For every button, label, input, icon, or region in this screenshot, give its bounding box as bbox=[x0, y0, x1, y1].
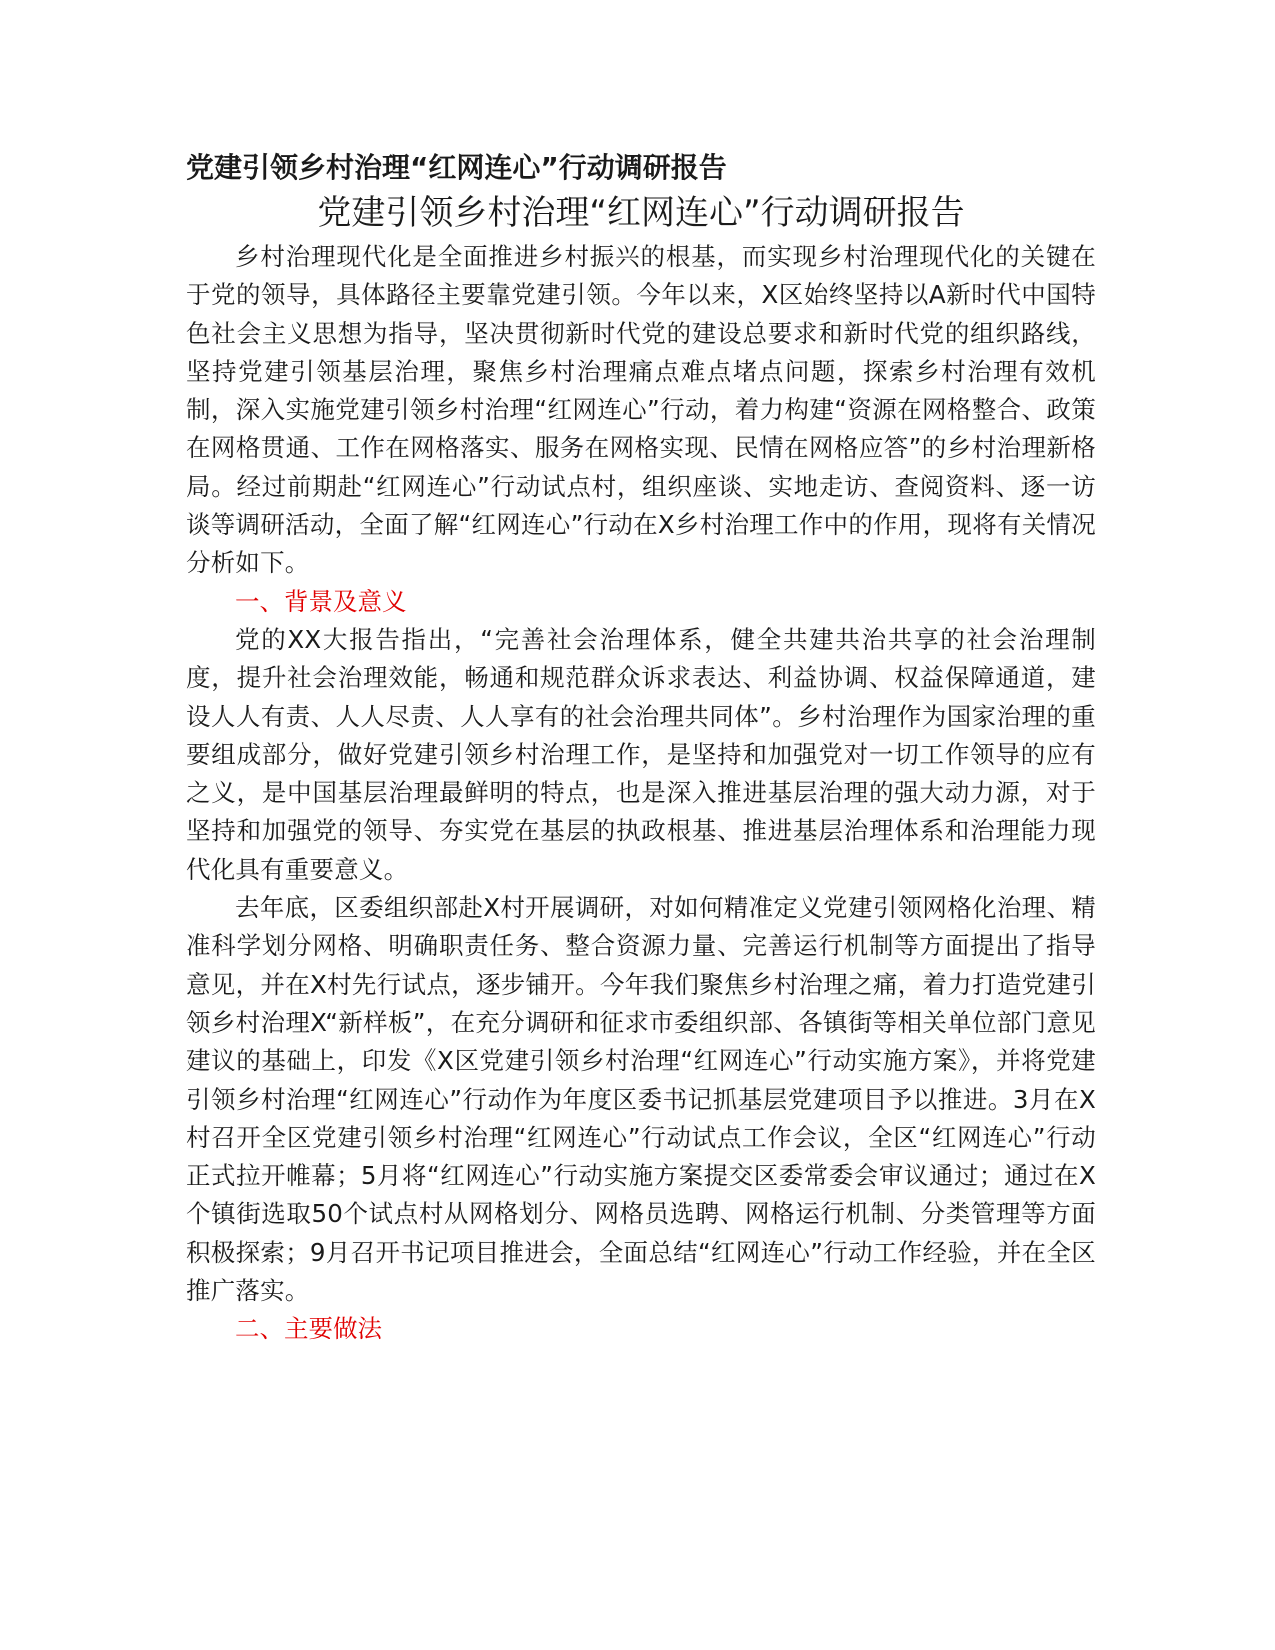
background-paragraph-1: 党的XX大报告指出，“完善社会治理体系，健全共建共治共享的社会治理制度，提升社会治理效能，畅通和规范群众诉求表达、利益协调、权益保障通道，建设人人有责、人人尽责、人人享有的社会治理共同体”。乡村治理作为国家治理的重要组成部分，做好党建引领乡村治理工作，是坚持和加强党对一切工作领导的应有之义，是中国基层治理最鲜明的特点，也是深入推进基层治理的强大动力源，对于坚持和加强党的领导、夯实党在基层的执政根基、推进基层治理体系和治理能力现代化具有重要意义。 bbox=[186, 624, 1096, 884]
document-header: 党建引领乡村治理“红网连心”行动调研报告 bbox=[186, 151, 727, 184]
section-heading-main-practices: 二、主要做法 bbox=[235, 1314, 382, 1344]
document-body bbox=[186, 146, 1096, 1349]
background-paragraph-2: 去年底，区委组织部赴X村开展调研，对如何精准定义党建引领网格化治理、精准科学划分网格、明确职责任务、整合资源力量、完善运行机制等方面提出了指导意见，并在X村先行试点，逐步铺开。今年我们聚焦乡村治理之痛，着力打造党建引领乡村治理X“新样板”，在充分调研和征求市委组织部、各镇街等相关单位部门意见建议的基础上，印发《X区党建引领乡村治理“红网连心”行动实施方案》，并将党建引领乡村治理“红网连心”行动作为年度区委书记抓基层党建项目予以推进。3月在X村召开全区党建引领乡村治理“红网连心”行动试点工作会议，全区“红网连心”行动正式拉开帷幕；5月将“红网连心”行动实施方案提交区委常委会审议通过；通过在X个镇街选取50个试点村从网格划分、网格员选聘、网格运行机制、分类管理等方面积极探索；9月召开书记项目推进会，全面总结“红网连心”行动工作经验，并在全区推广落实。 bbox=[186, 893, 1096, 1306]
section-heading-background: 一、背景及意义 bbox=[235, 586, 407, 616]
document-title: 党建引领乡村治理“红网连心”行动调研报告 bbox=[317, 193, 965, 233]
intro-paragraph: 乡村治理现代化是全面推进乡村振兴的根基，而实现乡村治理现代化的关键在于党的领导，具体路径主要靠党建引领。今年以来，X区始终坚持以A新时代中国特色社会主义思想为指导，坚决贯彻新时代党的建设总要求和新时代党的组织路线，坚持党建引领基层治理，聚焦乡村治理痛点难点堵点问题，探索乡村治理有效机制，深入实施党建引领乡村治理“红网连心”行动，着力构建“资源在网格整合、政策在网格贯通、工作在网格落实、服务在网格实现、民情在网格应答”的乡村治理新格局。经过前期赴“红网连心”行动试点村，组织座谈、实地走访、查阅资料、逐一访谈等调研活动，全面了解“红网连心”行动在X乡村治理工作中的作用，现将有关情况分析如下。 bbox=[186, 242, 1096, 578]
